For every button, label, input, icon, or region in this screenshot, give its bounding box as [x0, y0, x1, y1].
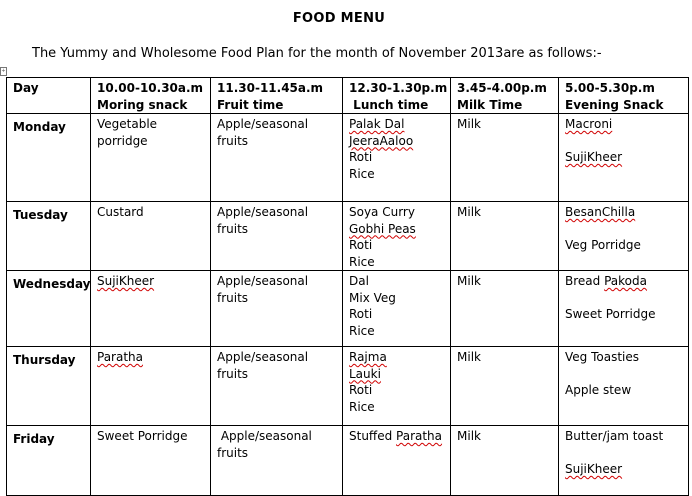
day-cell: Monday	[7, 114, 91, 202]
table-row-wednesday	[7, 271, 689, 347]
evening-cell: Bread Pakoda Sweet Porridge	[559, 271, 689, 347]
fruit-cell: Apple/seasonal fruits	[211, 202, 343, 271]
morning-cell: Vegetable porridge	[91, 114, 211, 202]
fruit-cell: Apple/seasonal fruits	[211, 271, 343, 347]
milk-cell: Milk	[451, 271, 559, 347]
lunch-cell: Palak Dal JeeraAaloo Roti Rice	[343, 114, 451, 202]
table-move-handle-icon[interactable]: +	[1, 68, 6, 74]
table-row-monday	[7, 114, 689, 202]
header-evening-snack: 5.00-5.30p.m Evening Snack	[559, 78, 689, 114]
table-header-row	[7, 78, 689, 114]
morning-cell: SujiKheer	[91, 271, 211, 347]
day-cell: Tuesday	[7, 202, 91, 271]
fruit-cell: Apple/seasonal fruits	[211, 426, 343, 496]
table-row-thursday	[7, 347, 689, 426]
header-milk-time: 3.45-4.00p.m Milk Time	[451, 78, 559, 114]
header-morning-snack: 10.00-10.30a.m Moring snack	[91, 78, 211, 114]
milk-cell: Milk	[451, 202, 559, 271]
evening-cell: Veg Toasties Apple stew	[559, 347, 689, 426]
header-lunch-time: 12.30-1.30p.m Lunch time	[343, 78, 451, 114]
fruit-cell: Apple/seasonal fruits	[211, 347, 343, 426]
lunch-cell: Dal Mix Veg Roti Rice	[343, 271, 451, 347]
table-row-tuesday	[7, 202, 689, 271]
lunch-cell: Rajma Lauki Roti Rice	[343, 347, 451, 426]
document-title: FOOD MENU	[292, 11, 386, 26]
evening-cell: BesanChilla Veg Porridge	[559, 202, 689, 271]
header-fruit-time: 11.30-11.45a.m Fruit time	[211, 78, 343, 114]
day-cell: Thursday	[7, 347, 91, 426]
table-row-friday	[7, 426, 689, 496]
document-subtitle: The Yummy and Wholesome Food Plan for the month of November 2013are as follows:-	[32, 46, 602, 61]
morning-cell: Paratha	[91, 347, 211, 426]
milk-cell: Milk	[451, 347, 559, 426]
lunch-cell: Soya Curry Gobhi Peas Roti Rice	[343, 202, 451, 271]
day-cell: Friday	[7, 426, 91, 496]
header-day: Day	[7, 78, 91, 114]
day-cell: Wednesday	[7, 271, 91, 347]
milk-cell: Milk	[451, 114, 559, 202]
lunch-cell: Stuffed Paratha	[343, 426, 451, 496]
evening-cell: Butter/jam toast SujiKheer	[559, 426, 689, 496]
evening-cell: Macroni SujiKheer	[559, 114, 689, 202]
milk-cell: Milk	[451, 426, 559, 496]
food-menu-table	[6, 77, 689, 496]
fruit-cell: Apple/seasonal fruits	[211, 114, 343, 202]
morning-cell: Custard	[91, 202, 211, 271]
morning-cell: Sweet Porridge	[91, 426, 211, 496]
